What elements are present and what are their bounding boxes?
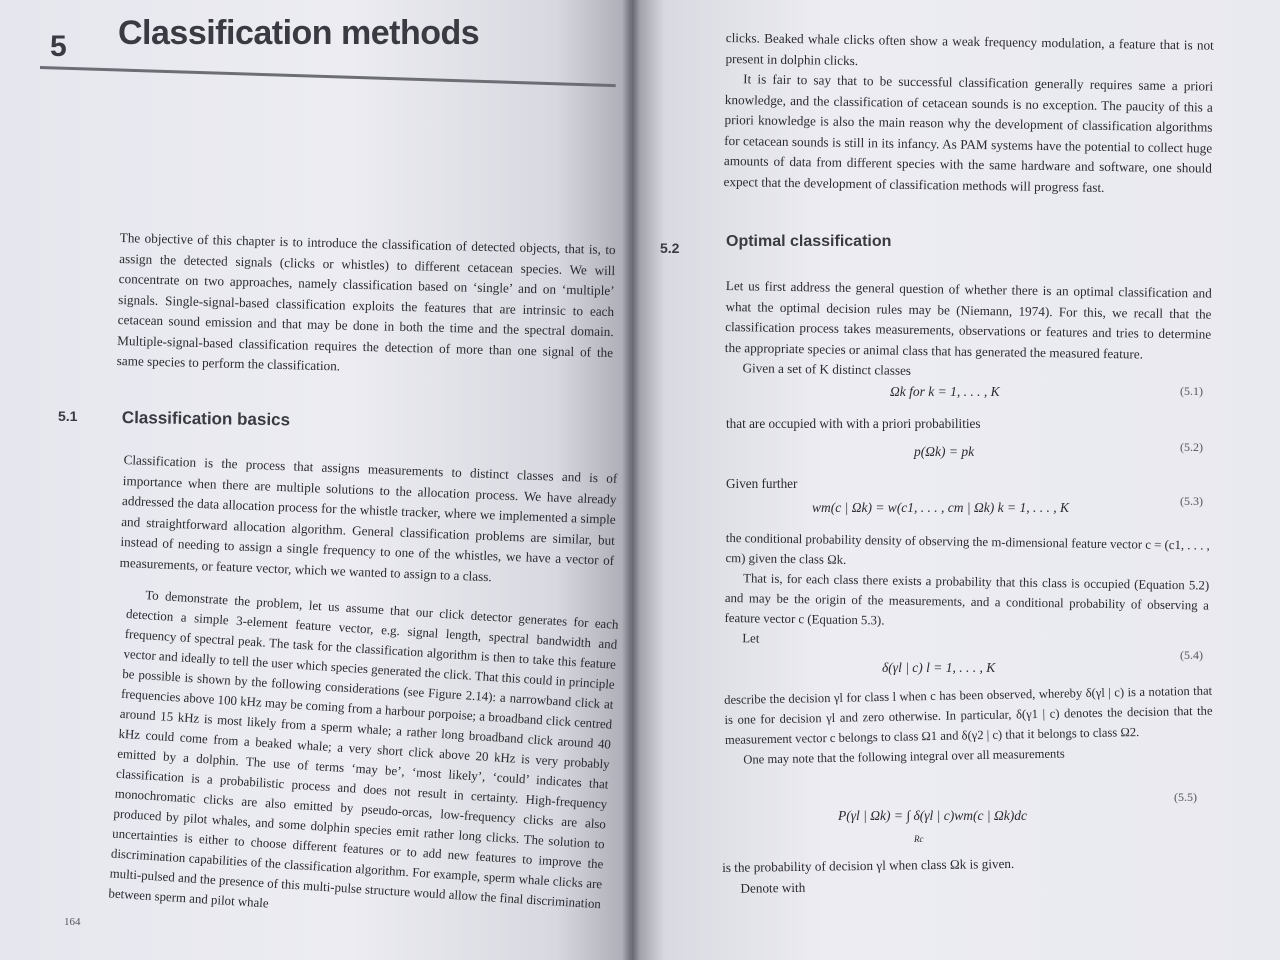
paragraph: Let us first address the general question of whether there is an optimal classification and what the optimal decision rules may be (Niemann, 1974). For this, we recall that the classification process takes measurements, observations or features and tries to determine the appropriate species or animal class that has generated the measured feature. bbox=[724, 277, 1212, 362]
book-gutter bbox=[622, 0, 640, 960]
section-title-5-1: Classification basics bbox=[121, 408, 291, 430]
equation-5-3: wm(c | Ωk) = w(c1, . . . , cm | Ωk) k = 1, . . . , K bbox=[812, 500, 1069, 515]
paragraph: That is, for each class there exists a probability that this class is occupied (Equation 5.2) and may be the origin of the measurements, and a conditional probability of observing a feature vector c (Equation 5.3). bbox=[724, 571, 1210, 628]
paragraph: It is fair to say that to be successful classification generally requires same a priori knowledge, and the classification of cetacean sounds is no exception. The paucity of this a priori knowledge is also the main reason why the development of classification algorithms for cetacean sounds is still in its infancy. As PAM systems have the potential to collect huge amounts of data from different species with the same hardware and software, one should expect that the development of classification methods will progress fast. bbox=[723, 71, 1214, 195]
equation-5-2: p(Ωk) = pk bbox=[914, 444, 975, 459]
paragraph: One may note that the following integral over all measurements bbox=[743, 746, 1065, 767]
chapter-intro bbox=[116, 228, 615, 384]
section-number-5-1: 5.1 bbox=[58, 408, 78, 424]
paragraph: Given further bbox=[726, 476, 798, 491]
intro-text: The objective of this chapter is to introduce the classification of detected objects, that is, to assign the detected signals (clicks or whistles) to different cetacean species. We will concentrate on two approaches, namely classification based on ‘single’ and on ‘multiple’ signals. Single-signal-based classification exploits the features that are intrinsic to each cetacean sound emission and that may be done in both the time and the spectral domain. Multiple-signal-based classification requires the detection of more than one signal of the same species to perform the classification. bbox=[116, 229, 616, 374]
paragraph: that are occupied with with a priori probabilities bbox=[726, 416, 981, 431]
paragraph: describe the decision γl for class l when c has been observed, whereby δ(γl | c) is a notation that is one for decision γl and zero otherwise. In particular, δ(γ1 | c) denotes the decision that the measurement vector c belongs to class Ω1 and δ(γ2 | c) that it belongs to class Ω2. bbox=[724, 683, 1213, 747]
equation-5-1: Ωk for k = 1, . . . , K bbox=[890, 384, 1000, 399]
equation-number: (5.3) bbox=[1180, 494, 1203, 508]
section-number-5-2: 5.2 bbox=[660, 240, 680, 256]
chapter-number: 5 bbox=[50, 30, 67, 63]
chapter-title: Classification methods bbox=[118, 14, 480, 52]
left-page bbox=[0, 0, 632, 960]
paragraph: is the probability of decision γl when class Ωk is given. bbox=[722, 855, 1015, 875]
text-after-eq1 bbox=[726, 414, 1212, 435]
equation-number: (5.4) bbox=[1180, 648, 1203, 662]
equation-5-5: P(γl | Ωk) = ∫ δ(γl | c)wm(c | Ωk)dc bbox=[838, 808, 1027, 823]
right-page bbox=[632, 0, 1280, 960]
given-further bbox=[726, 474, 1212, 495]
section-5-1-body bbox=[119, 450, 617, 592]
section-5-2-body-3 bbox=[724, 681, 1213, 770]
equation-5-4: δ(γl | c) l = 1, . . . , K bbox=[882, 660, 996, 675]
equation-number: (5.5) bbox=[1174, 790, 1197, 804]
paragraph: the conditional probability density of observing the m-dimensional feature vector c = (c1, . . . , cm) given the class Ωk. bbox=[725, 530, 1210, 567]
section-title-5-2: Optimal classification bbox=[726, 233, 892, 250]
equation-number: (5.1) bbox=[1180, 384, 1203, 398]
integral-domain: Rc bbox=[914, 834, 924, 844]
continued-paragraph bbox=[723, 28, 1214, 200]
section-5-2-body-4 bbox=[722, 851, 1213, 899]
chapter-rule bbox=[40, 66, 616, 87]
paragraph: Let bbox=[742, 631, 760, 646]
section-5-2-body-2 bbox=[724, 528, 1210, 656]
paragraph: To demonstrate the problem, let us assume that our click detector generates for each detection a simple 3-element feature vector, e.g. signal length, spectral bandwidth and frequency of spectral peak. The task for the classification algorithm is then to take this feature vector and ideally to tell the user which species generated the click. That this could in principle be possible is shown by the following considerations (see Figure 2.14): a narrowband click at frequencies above 100 kHz may be coming from a harbour porpoise; a broadband click centred around 15 kHz is most likely from a sperm whale; a rather long broadband click around 40 kHz could come from a beaked whale; a very short click above 20 kHz is very probably emitted by a dolphin. The use of terms ‘may be’, ‘most likely’, ‘could’ indicates that classification is a probabilistic process and does not result in certainty. High-frequency monochromatic clicks are also emitted by pseudo-orcas, low-frequency clicks are also produced by pilot whales, and some dolphin species emit rather long clicks. The solution to uncertainties is either to choose different features or to add new features to improve the discrimination capabilities of the classification algorithm. For example, sperm whale clicks are multi-pulsed and the presence of this multi-pulse structure would allow the final discrimination between sperm and pilot whale bbox=[108, 588, 619, 912]
paragraph: Classification is the process that assigns measurements to distinct classes and is of importance when there are multiple solutions to the allocation process. We have already addressed the data allocation process for the whistle tracker, where we implemented a simple and straightforward allocation algorithm. General classification problems are similar, but instead of needing to assign a single frequency to one of the whistles, we have a vector of measurements, or feature vector, which we wanted to assign to a class. bbox=[119, 451, 618, 584]
section-5-1-body-2 bbox=[108, 584, 619, 934]
paragraph: Denote with bbox=[740, 879, 806, 896]
equation-number: (5.2) bbox=[1180, 440, 1203, 454]
paragraph: Given a set of K distinct classes bbox=[742, 360, 912, 378]
section-5-2-body bbox=[724, 276, 1212, 386]
paragraph: clicks. Beaked whale clicks often show a weak frequency modulation, a feature that is not present in dolphin clicks. bbox=[725, 29, 1214, 68]
page-number: 164 bbox=[64, 916, 81, 928]
